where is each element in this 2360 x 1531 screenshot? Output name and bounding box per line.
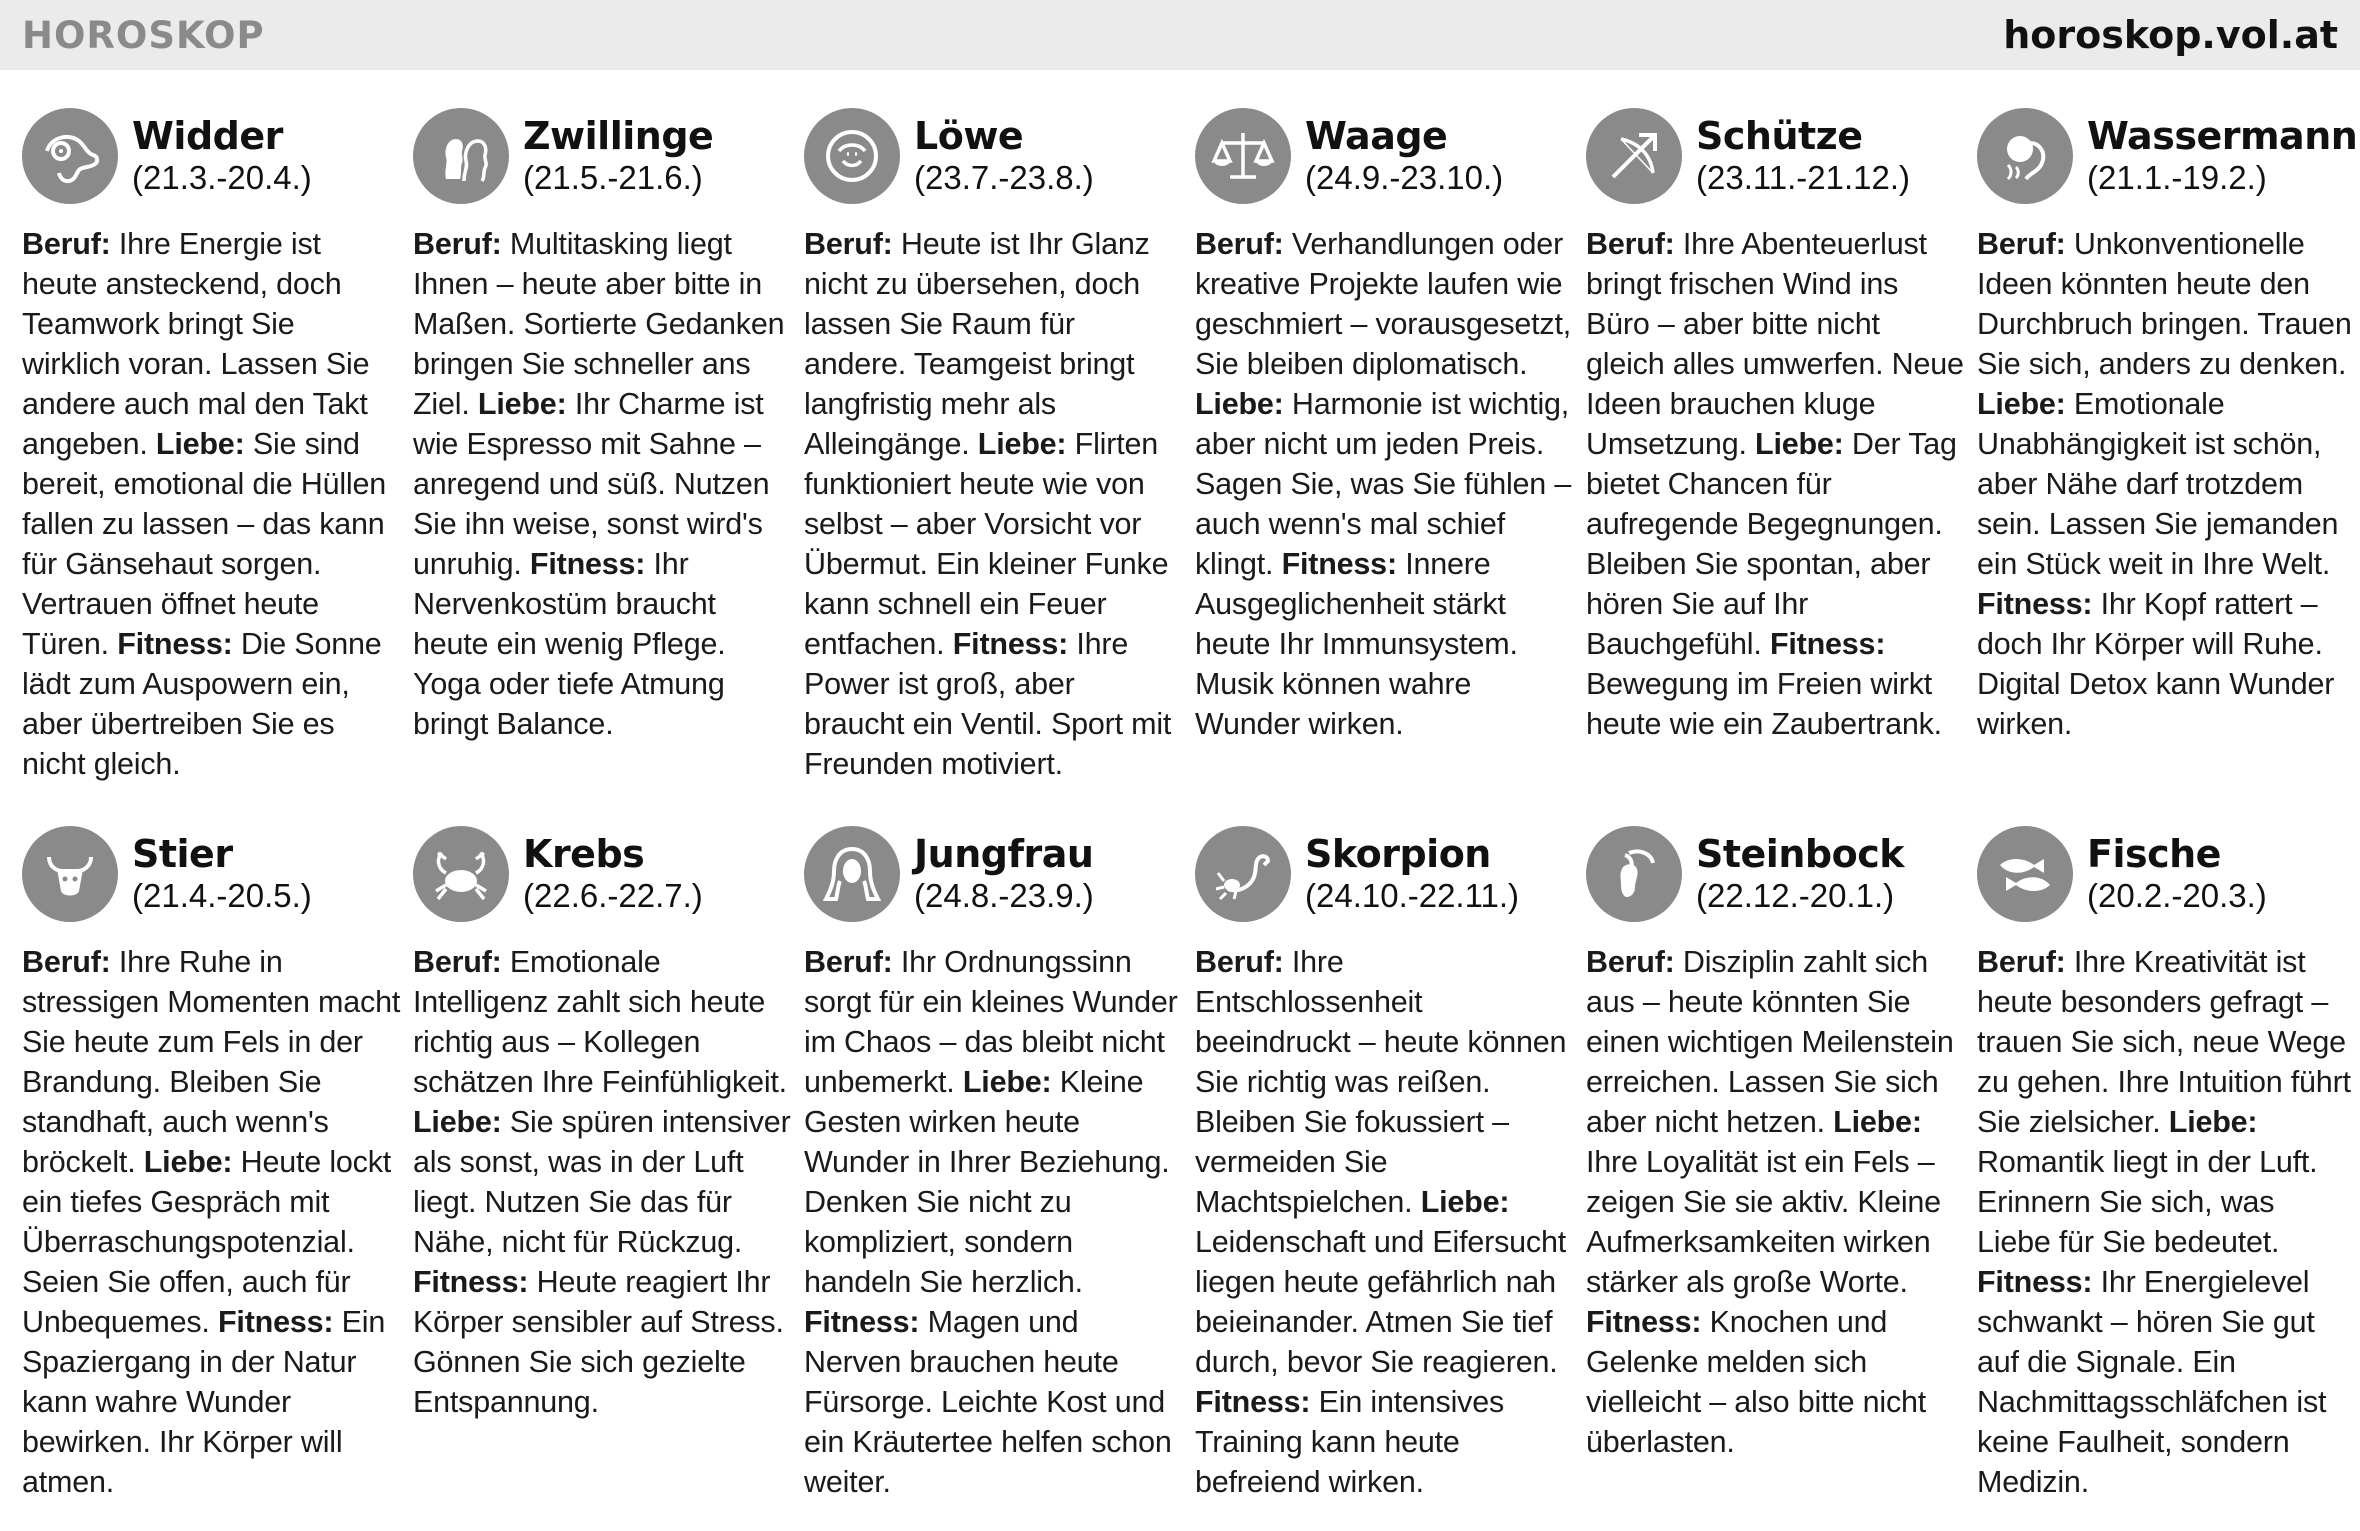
label-beruf: Beruf: [413,227,502,261]
sign-name: Jungfrau [914,832,1094,876]
label-fitness: Fitness: [1977,1265,2093,1299]
label-fitness: Fitness: [217,1305,334,1339]
sign-card-loewe [804,108,1195,826]
sign-text [1195,942,1574,1502]
sign-name: Widder [132,114,283,158]
label-beruf: Beruf: [804,227,893,261]
sign-dates: (24.9.-23.10.) [1305,159,1504,196]
sign-card-krebs [413,826,804,1526]
text-beruf: Disziplin zahlt sich aus – heute könnten Sie einen wichtigen Meilenstein erreichen. Lassen Sie sich aber nicht hetzen. [1586,945,1954,1139]
lion-icon [804,108,900,204]
text-liebe: Kleine Gesten wirken heute Wunder in Ihrer Beziehung. Denken Sie nicht zu kompliziert, sondern handeln Sie herzlich. [804,1065,1170,1299]
label-fitness: Fitness: [1195,1385,1311,1419]
sign-text [22,942,401,1502]
label-fitness: Fitness: [1586,1305,1702,1339]
text-liebe: Emotionale Unabhängigkeit ist schön, aber Nähe darf trotzdem sein. Lassen Sie jemanden ein Stück weit in Ihre Welt. [1977,387,2339,581]
text-beruf: Heute ist Ihr Glanz nicht zu übersehen, doch lassen Sie Raum für andere. Teamgeist bringt langfristig mehr als Alleingänge. [804,227,1150,461]
text-liebe: Der Tag bietet Chancen für aufregende Begegnungen. Bleiben Sie spontan, aber hören Sie auf Ihr Bauchgefühl. [1586,427,1957,661]
text-fitness: Ihre Power ist groß, aber braucht ein Ventil. Sport mit Freunden motiviert. [804,627,1172,781]
label-liebe: Liebe: [1833,1105,1922,1139]
label-liebe: Liebe: [143,1145,233,1179]
sign-name: Steinbock [1696,832,1904,876]
sign-dates: (21.3.-20.4.) [132,159,312,196]
label-fitness: Fitness: [952,627,1069,661]
scorpion-icon [1195,826,1291,922]
text-fitness: Ihr Kopf rattert – doch Ihr Körper will Ruhe. Digital Detox kann Wunder wirken. [1977,587,2335,741]
text-liebe: Flirten funktioniert heute wie von selbst – aber Vorsicht vor Übermut. Ein kleiner Funke kann schnell ein Feuer entfachen. [804,427,1169,661]
sign-name: Wassermann [2087,114,2358,158]
label-liebe: Liebe: [2168,1105,2258,1139]
header-bar [0,0,2360,70]
text-beruf: Ihre Energie ist heute ansteckend, doch Teamwork bringt Sie wirklich voran. Lassen Sie andere auch mal den Takt angeben. [22,227,370,461]
text-liebe: Ihr Charme ist wie Espresso mit Sahne – anregend und süß. Nutzen Sie ihn weise, sonst wird's unruhig. [413,387,770,581]
sign-dates: (21.4.-20.5.) [132,877,312,914]
text-fitness: Magen und Nerven brauchen heute Fürsorge. Leichte Kost und ein Kräutertee helfen schon weiter. [804,1305,1172,1499]
text-fitness: Ihr Energielevel schwankt – hören Sie gut auf die Signale. Ein Nachmittagsschläfchen ist keine Faulheit, sondern Medizin. [1977,1265,2327,1499]
section-title: HOROSKOP [22,13,265,57]
sign-dates: (21.5.-21.6.) [523,159,703,196]
virgin-icon [804,826,900,922]
sign-name: Schütze [1696,114,1863,158]
ram-icon [22,108,118,204]
site-url: horoskop.vol.at [2003,13,2338,57]
text-liebe: Sie sind bereit, emotional die Hüllen fallen zu lassen – das kann für Gänsehaut sorgen. Vertrauen öffnet heute Türen. [22,427,387,661]
sign-name: Stier [132,832,233,876]
label-fitness: Fitness: [117,627,233,661]
sign-text [413,942,792,1422]
text-beruf: Multitasking liegt Ihnen – heute aber bitte in Maßen. Sortierte Gedanken bringen Sie schneller ans Ziel. [413,227,785,421]
sign-dates: (22.12.-20.1.) [1696,877,1895,914]
goat-icon [1586,826,1682,922]
label-beruf: Beruf: [1977,945,2066,979]
text-liebe: Sie spüren intensiver als sonst, was in der Luft liegt. Nutzen Sie das für Nähe, nicht für Rückzug. [413,1105,791,1259]
sign-text [413,224,792,744]
sign-dates: (24.8.-23.9.) [914,877,1094,914]
text-beruf: Verhandlungen oder kreative Projekte laufen wie geschmiert – vorausgesetzt, Sie bleiben diplomatisch. [1195,227,1572,381]
sign-card-zwillinge [413,108,804,826]
sign-card-widder [22,108,413,826]
label-fitness: Fitness: [1769,627,1886,661]
sign-dates: (23.7.-23.8.) [914,159,1094,196]
label-liebe: Liebe: [962,1065,1052,1099]
sign-dates: (23.11.-21.12.) [1696,159,1911,196]
text-fitness: Ihr Nervenkostüm braucht heute ein wenig Pflege. Yoga oder tiefe Atmung bringt Balance. [413,547,726,741]
sign-text [804,942,1183,1502]
sign-name: Löwe [914,114,1024,158]
text-liebe: Leidenschaft und Eifersucht liegen heute gefährlich nah beieinander. Atmen Sie tief durch, bevor Sie reagieren. [1195,1225,1567,1379]
label-liebe: Liebe: [1977,387,2066,421]
text-beruf: Emotionale Intelligenz zahlt sich heute richtig aus – Kollegen schätzen Ihre Feinfühligkeit. [413,945,787,1099]
sign-text [1977,942,2356,1502]
text-liebe: Romantik liegt in der Luft. Erinnern Sie sich, was Liebe für Sie bedeutet. [1977,1145,2318,1259]
sign-card-stier [22,826,413,1526]
text-liebe: Ihre Loyalität ist ein Fels – zeigen Sie sie aktiv. Kleine Aufmerksamkeiten wirken stärker als große Worte. [1586,1145,1941,1299]
scales-icon [1195,108,1291,204]
sign-card-fische [1977,826,2360,1526]
sign-text [1586,224,1965,744]
text-liebe: Harmonie ist wichtig, aber nicht um jeden Preis. Sagen Sie, was Sie fühlen – auch wenn's mal schief klingt. [1195,387,1572,581]
sign-name: Skorpion [1305,832,1491,876]
sign-dates: (24.10.-22.11.) [1305,877,1520,914]
label-beruf: Beruf: [22,227,111,261]
sign-name: Waage [1305,114,1448,158]
label-beruf: Beruf: [1586,945,1675,979]
text-beruf: Unkonventionelle Ideen könnten heute den Durchbruch bringen. Trauen Sie sich, anders zu denken. [1977,227,2352,381]
label-beruf: Beruf: [1586,227,1675,261]
text-fitness: Heute reagiert Ihr Körper sensibler auf Stress. Gönnen Sie sich gezielte Entspannung. [413,1265,784,1419]
sign-dates: (22.6.-22.7.) [523,877,703,914]
bull-icon [22,826,118,922]
label-beruf: Beruf: [1977,227,2066,261]
text-fitness: Bewegung im Freien wirkt heute wie ein Zaubertrank. [1586,667,1942,741]
sign-card-schuetze [1586,108,1977,826]
sign-text [22,224,401,784]
twins-icon [413,108,509,204]
sign-dates: (20.2.-20.3.) [2087,877,2267,914]
text-fitness: Knochen und Gelenke melden sich vielleicht – also bitte nicht überlasten. [1586,1305,1927,1459]
label-beruf: Beruf: [804,945,893,979]
crab-icon [413,826,509,922]
label-fitness: Fitness: [1977,587,2093,621]
sign-name: Fische [2087,832,2221,876]
sign-dates: (21.1.-19.2.) [2087,159,2267,196]
label-fitness: Fitness: [413,1265,529,1299]
text-fitness: Innere Ausgeglichenheit stärkt heute Ihr Immunsystem. Musik können wahre Wunder wirken. [1195,547,1518,741]
label-liebe: Liebe: [977,427,1067,461]
label-fitness: Fitness: [804,1305,920,1339]
sign-text [1586,942,1965,1462]
text-fitness: Die Sonne lädt zum Auspowern ein, aber übertreiben Sie es nicht gleich. [22,627,382,781]
archer-icon [1586,108,1682,204]
fish-icon [1977,826,2073,922]
text-beruf: Ihre Abenteuerlust bringt frischen Wind ins Büro – aber bitte nicht gleich alles umwerfen. Neue Ideen brauchen kluge Umsetzung. [1586,227,1964,461]
text-beruf: Ihre Entschlossenheit beeindruckt – heute können Sie richtig was reißen. Bleiben Sie fokussiert – vermeiden Sie Machtspielchen. [1195,945,1567,1219]
sign-card-jungfrau [804,826,1195,1526]
sign-text [1977,224,2356,744]
sign-card-waage [1195,108,1586,826]
text-fitness: Ein intensives Training kann heute befreiend wirken. [1195,1385,1505,1499]
text-fitness: Ein Spaziergang in der Natur kann wahre Wunder bewirken. Ihr Körper will atmen. [22,1305,386,1499]
label-liebe: Liebe: [1420,1185,1510,1219]
water-bearer-icon [1977,108,2073,204]
sign-name: Krebs [523,832,645,876]
sign-card-steinbock [1586,826,1977,1526]
label-beruf: Beruf: [22,945,111,979]
text-liebe: Heute lockt ein tiefes Gespräch mit Überraschungspotenzial. Seien Sie offen, auch für Unbequemes. [22,1145,392,1339]
text-beruf: Ihr Ordnungssinn sorgt für ein kleines Wunder im Chaos – das bleibt nicht unbemerkt. [804,945,1178,1099]
label-liebe: Liebe: [1195,387,1284,421]
label-beruf: Beruf: [1195,945,1284,979]
label-liebe: Liebe: [477,387,567,421]
sign-card-wassermann [1977,108,2360,826]
sign-card-skorpion [1195,826,1586,1526]
sign-name: Zwillinge [523,114,714,158]
sign-text [804,224,1183,784]
text-beruf: Ihre Kreativität ist heute besonders gefragt – trauen Sie sich, neue Wege zu gehen. Ihre Intuition führt Sie zielsicher. [1977,945,2351,1139]
sign-text [1195,224,1574,744]
label-beruf: Beruf: [413,945,502,979]
horoscope-grid [22,108,2358,1526]
label-fitness: Fitness: [1281,547,1397,581]
text-beruf: Ihre Ruhe in stressigen Momenten macht Sie heute zum Fels in der Brandung. Bleiben Sie standhaft, auch wenn's bröckelt. [22,945,401,1179]
label-beruf: Beruf: [1195,227,1284,261]
label-liebe: Liebe: [1755,427,1844,461]
label-liebe: Liebe: [413,1105,502,1139]
label-fitness: Fitness: [529,547,646,581]
label-liebe: Liebe: [155,427,245,461]
